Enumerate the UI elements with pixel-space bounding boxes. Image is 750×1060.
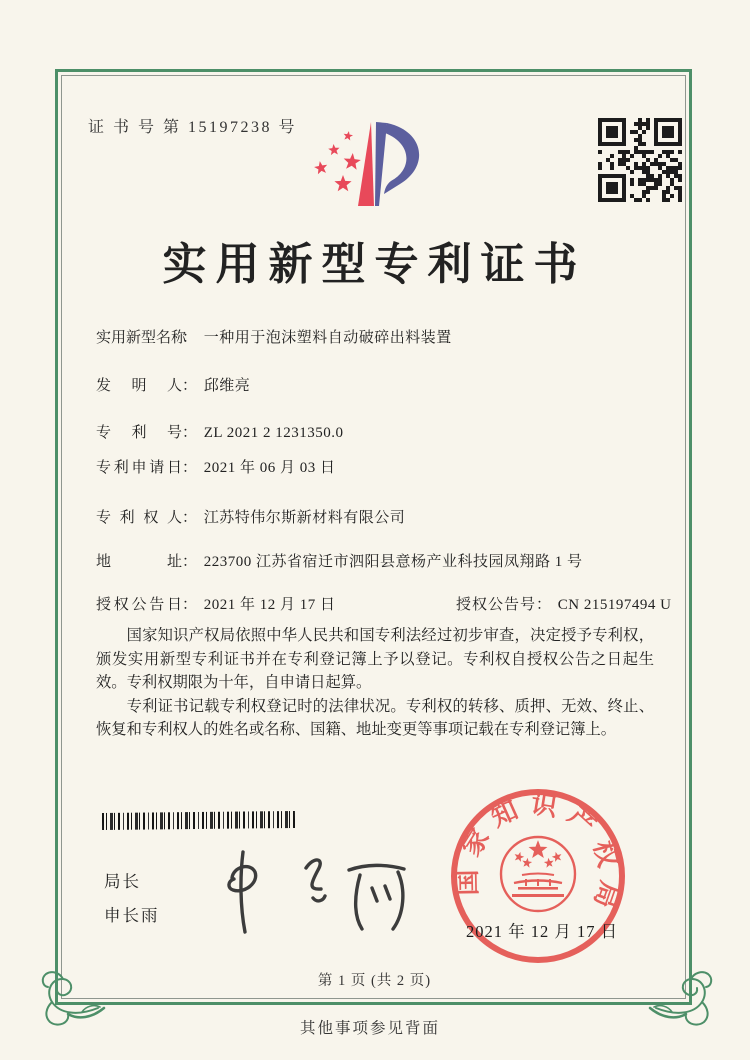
field-row-patent-number: 专 利 号： ZL 2021 2 1231350.0 bbox=[96, 421, 344, 442]
legal-paragraph: 专利证书记载专利权登记时的法律状况。专利权的转移、质押、无效、终止、恢复和专利权人的姓名或名称、国籍、地址变更等事项记载在专利登记簿上。 bbox=[96, 697, 654, 738]
qr-code bbox=[597, 117, 683, 203]
field-label: 地 址 bbox=[96, 554, 182, 570]
star-icon bbox=[344, 131, 353, 140]
field-grant-number: 授权公告号： CN 215197494 U bbox=[456, 597, 672, 613]
field-value: CN 215197494 U bbox=[557, 597, 672, 613]
page-number: 第 1 页 (共 2 页) bbox=[317, 973, 432, 989]
field-label: 发 明 人 bbox=[96, 378, 182, 394]
logo-spike bbox=[358, 122, 374, 206]
field-row-inventor: 发 明 人： 邱维亮 bbox=[96, 374, 250, 395]
field-label: 实用新型名称 bbox=[96, 330, 187, 346]
certificate-number: 证 书 号 第 15197238 号 bbox=[88, 119, 298, 136]
barcode bbox=[102, 811, 295, 830]
seal-ring-text: 国家知识产权局 bbox=[452, 789, 625, 922]
field-value: 2021 年 06 月 03 日 bbox=[203, 460, 336, 476]
field-label: 授权公告日 bbox=[96, 597, 182, 613]
field-value: 邱维亮 bbox=[203, 378, 251, 394]
back-note: 其他事项参见背面 bbox=[299, 1020, 440, 1037]
svg-text:国家知识产权局 bbox=[453, 789, 625, 921]
commissioner-block bbox=[104, 868, 160, 936]
field-label: 专 利 号 bbox=[96, 425, 182, 441]
logo-p-stem bbox=[375, 122, 387, 206]
star-icon bbox=[344, 153, 361, 170]
commissioner-signature bbox=[212, 842, 412, 937]
star-icon bbox=[334, 175, 351, 191]
commissioner-name: 申长雨 bbox=[104, 906, 160, 925]
field-label: 专 利 权 人 bbox=[96, 510, 182, 526]
legal-paragraph: 国家知识产权局依照中华人民共和国专利法经过初步审查，决定授予专利权，颁发实用新型专利证书并在专利登记簿上予以登记。专利权自授权公告之日起生效。专利权期限为十年，自申请日起算。 bbox=[96, 627, 654, 691]
logo-p-bowl bbox=[384, 123, 419, 194]
field-row-filing-date: 专利申请日： 2021 年 06 月 03 日 bbox=[96, 456, 336, 477]
field-label: 专利申请日 bbox=[96, 460, 182, 476]
star-icon bbox=[328, 144, 339, 155]
national-emblem-icon bbox=[501, 837, 575, 911]
field-row-patentee: 专 利 权 人： 江苏特伟尔斯新材料有限公司 bbox=[96, 506, 405, 527]
field-value: 江苏特伟尔斯新材料有限公司 bbox=[203, 510, 406, 526]
star-icon bbox=[314, 161, 327, 174]
field-value: 一种用于泡沫塑料自动破碎出料装置 bbox=[203, 330, 452, 346]
legal-text bbox=[96, 624, 654, 742]
field-row-grant-date: 授权公告日： 2021 年 12 月 17 日 授权公告号： CN 215197494 U bbox=[96, 593, 336, 614]
field-value: 2021 年 12 月 17 日 bbox=[203, 597, 336, 613]
field-label: 授权公告号 bbox=[456, 597, 537, 613]
commissioner-title: 局长 bbox=[104, 872, 141, 891]
field-value: 223700 江苏省宿迁市泗阳县意杨产业科技园凤翔路 1 号 bbox=[203, 554, 583, 570]
certificate-title: 实用新型专利证书 bbox=[162, 240, 587, 289]
field-row-name: 实用新型名称： 一种用于泡沫塑料自动破碎出料装置 bbox=[96, 326, 452, 347]
seal-date: 2021 年 12 月 17 日 bbox=[465, 922, 619, 941]
field-value: ZL 2021 2 1231350.0 bbox=[203, 425, 344, 441]
cnipa-logo bbox=[306, 114, 432, 214]
field-row-address: 地 址： 223700 江苏省宿迁市泗阳县意杨产业科技园凤翔路 1 号 bbox=[96, 550, 583, 571]
